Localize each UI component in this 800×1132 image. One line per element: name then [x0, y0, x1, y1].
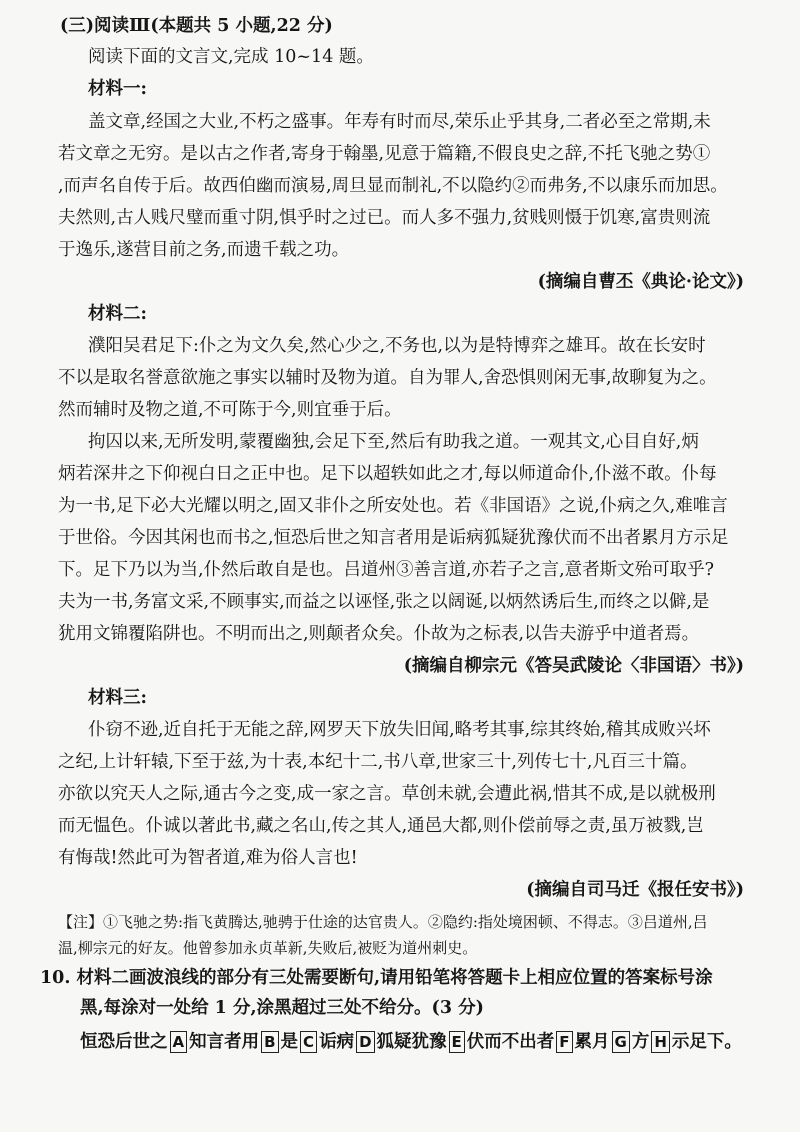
material1-line: ,而声名自传于后。故西伯幽而演易,周旦显而制礼,不以隐约②而弗务,不以康乐而加思。: [58, 176, 728, 196]
sentence-segment: 方: [631, 1032, 650, 1052]
sentence-segment: 恒恐后世之: [80, 1032, 168, 1052]
material3-label: 材料三:: [88, 688, 147, 708]
material3-line: 之纪,上计轩辕,下至于兹,为十表,本纪十二,书八章,世家三十,列传七十,凡百三十篇。: [58, 752, 698, 772]
material2-line: 拘囚以来,无所发明,蒙覆幽独,会足下至,然后有助我之道。一观其文,心目自好,炳: [88, 432, 699, 452]
sentence-segment: 伏而不出者: [466, 1032, 555, 1052]
material2-line: 为一书,足下必大光耀以明之,固又非仆之所安处也。若《非国语》之说,仆病之久,难唯言: [58, 496, 728, 516]
material3-source: (摘编自司马迁《报任安书》): [526, 880, 744, 900]
sentence-segment: 累月: [574, 1032, 610, 1052]
question10-sentence: [80, 1030, 742, 1054]
material2-source: (摘编自柳宗元《答吴武陵论〈非国语〉书》): [403, 656, 744, 676]
answer-box-h[interactable]: H: [651, 1031, 670, 1053]
material2-line: 不以是取名誉意欲施之事实以辅时及物为道。自为罪人,舍恐惧则闲无事,故聊复为之。: [58, 368, 717, 388]
material2-line: 夫为一书,务富文采,不顾事实,而益之以诬怪,张之以阔诞,以炳然诱后生,而终之以僻,是: [58, 592, 710, 612]
question10-prompt: 10. 材料二画波浪线的部分有三处需要断句,请用铅笔将答题卡上相应位置的答案标号涂: [40, 968, 713, 988]
material2-line: 然而辅时及物之道,不可陈于今,则宜垂于后。: [58, 400, 402, 420]
material1-label: 材料一:: [88, 79, 147, 99]
material3-line: 仆窃不逊,近自托于无能之辞,网罗天下放失旧闻,略考其事,综其终始,稽其成败兴坏: [88, 720, 711, 740]
material2-label: 材料二:: [88, 304, 147, 324]
sentence-segment: 示足下。: [671, 1032, 742, 1052]
answer-box-a[interactable]: A: [170, 1031, 188, 1053]
section-title: (三)阅读Ⅲ(本题共 5 小题,22 分): [60, 16, 333, 36]
material1-source: (摘编自曹丕《典论·论文》): [537, 272, 744, 292]
material1-line: 于逸乐,遂营目前之务,而遗千载之功。: [58, 240, 350, 260]
sentence-segment: 知言者用: [189, 1032, 260, 1052]
notes-line: 【注】①飞驰之势:指飞黄腾达,驰骋于仕途的达官贵人。②隐约:指处境困顿、不得志。③吕道州,吕: [58, 913, 708, 931]
material2-line: 濮阳吴君足下:仆之为文久矣,然心少之,不务也,以为是特博弈之雄耳。故在长安时: [88, 336, 706, 356]
material1-line: 夫然则,古人贱尺璧而重寸阴,惧乎时之过已。而人多不强力,贫贱则慑于饥寒,富贵则流: [58, 208, 711, 228]
answer-box-d[interactable]: D: [356, 1031, 374, 1053]
answer-box-e[interactable]: E: [449, 1031, 465, 1053]
material3-line: 亦欲以究天人之际,通古今之变,成一家之言。草创未就,会遭此祸,惜其不成,是以就极刑: [58, 784, 716, 804]
material3-line: 有悔哉!然此可为智者道,难为俗人言也!: [58, 848, 358, 868]
material2-line: 于世俗。今因其闲也而书之,恒恐后世之知言者用是诟病狐疑犹豫伏而不出者累月方示足: [58, 528, 729, 548]
answer-box-c[interactable]: C: [300, 1031, 317, 1053]
answer-box-g[interactable]: G: [612, 1031, 630, 1053]
sentence-segment: 诟病: [319, 1032, 355, 1052]
answer-box-f[interactable]: F: [556, 1031, 572, 1053]
material2-line: 下。足下乃以为当,仆然后敢自是也。吕道州③善言道,亦若子之言,意者斯文殆可取乎?: [58, 560, 715, 580]
material1-line: 若文章之无穷。是以古之作者,寄身于翰墨,见意于篇籍,不假良史之辞,不托飞驰之势①: [58, 144, 711, 164]
notes-line: 温,柳宗元的好友。他曾参加永贞革新,失败后,被贬为道州刺史。: [58, 939, 478, 957]
question10-prompt: 黑,每涂对一处给 1 分,涂黑超过三处不给分。(3 分): [80, 998, 484, 1018]
material2-line: 炳若深井之下仰视白日之正中也。足下以超轶如此之才,每以师道命仆,仆滋不敢。仆每: [58, 464, 717, 484]
reading-instruction: 阅读下面的文言文,完成 10~14 题。: [88, 47, 374, 67]
sentence-segment: 是: [280, 1032, 299, 1052]
answer-box-b[interactable]: B: [261, 1031, 278, 1053]
material2-line: 犹用文锦覆陷阱也。不明而出之,则颠者众矣。仆故为之标表,以告夫游乎中道者焉。: [58, 624, 700, 644]
material3-line: 而无愠色。仆诚以著此书,藏之名山,传之其人,通邑大都,则仆偿前辱之责,虽万被戮,岂: [58, 816, 704, 836]
material1-line: 盖文章,经国之大业,不朽之盛事。年寿有时而尽,荣乐止乎其身,二者必至之常期,未: [88, 112, 711, 132]
sentence-segment: 狐疑犹豫: [376, 1032, 447, 1052]
